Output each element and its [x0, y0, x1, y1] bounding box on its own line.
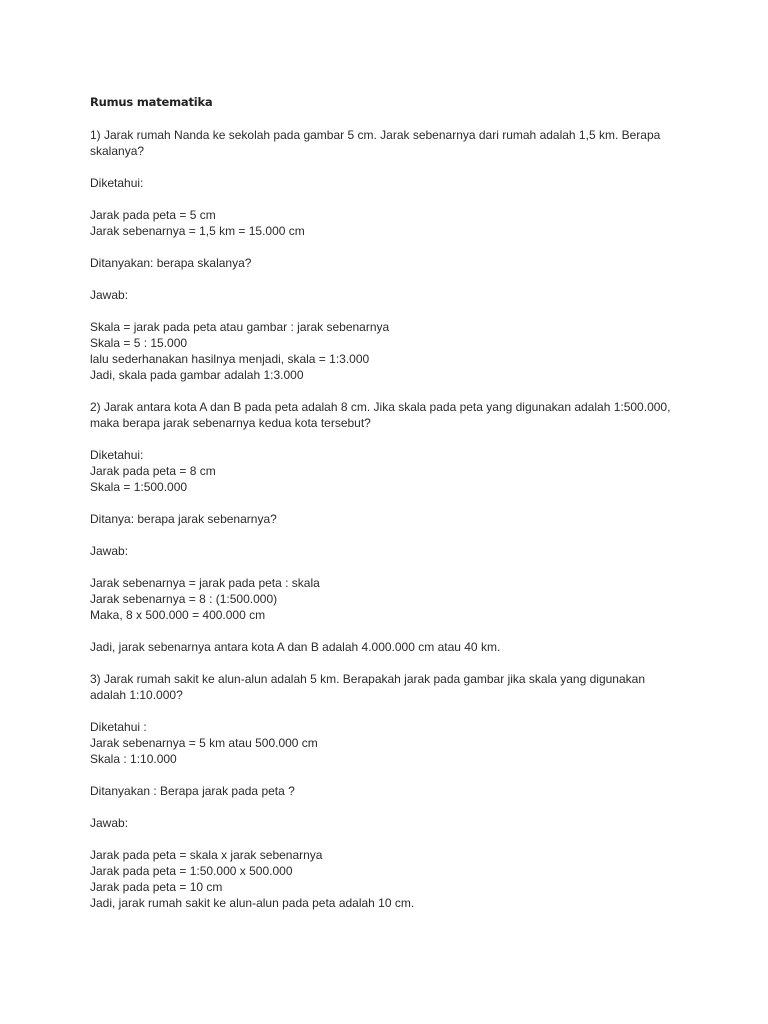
document-title: Rumus matematika [90, 95, 213, 109]
text-line: Jarak sebenarnya = 1,5 km = 15.000 cm [90, 224, 305, 238]
text-line: Jarak pada peta = 5 cm [90, 208, 216, 222]
text-line: Skala : 1:10.000 [90, 752, 177, 766]
paragraph [90, 543, 690, 559]
text-line: Diketahui : [90, 720, 147, 734]
text-line: Diketahui: [90, 176, 144, 190]
text-line: Jarak pada peta = 1:50.000 x 500.000 [90, 864, 293, 878]
text-line: Jadi, jarak sebenarnya antara kota A dan B adalah 4.000.000 cm atau 40 km. [90, 640, 501, 654]
text-line: Jarak pada peta = 8 cm [90, 464, 216, 478]
text-line: Jarak sebenarnya = jarak pada peta : skala [90, 576, 320, 590]
text-line: Jarak pada peta = skala x jarak sebenarnya [90, 848, 323, 862]
paragraph [90, 399, 690, 431]
paragraph [90, 207, 690, 239]
paragraph [90, 127, 690, 159]
text-line: Jarak pada peta = 10 cm [90, 880, 223, 894]
text-line: Jarak sebenarnya = 8 : (1:500.000) [90, 592, 278, 606]
text-line: Skala = 5 : 15.000 [90, 336, 188, 350]
text-line: Maka, 8 x 500.000 = 400.000 cm [90, 608, 266, 622]
text-line: 3) Jarak rumah sakit ke alun-alun adalah 5 km. Berapakah jarak pada gambar jika skala yang digunakan [90, 672, 645, 686]
text-line: 2) Jarak antara kota A dan B pada peta adalah 8 cm. Jika skala pada peta yang digunakan adalah 1:500.000, [90, 400, 671, 414]
document-page [90, 94, 690, 927]
text-line: Diketahui: [90, 448, 144, 462]
text-line: skalanya? [90, 144, 145, 158]
paragraph [90, 719, 690, 767]
paragraph [90, 511, 690, 527]
paragraph [90, 671, 690, 703]
paragraph [90, 783, 690, 799]
text-line: Skala = 1:500.000 [90, 480, 188, 494]
paragraph [90, 815, 690, 831]
text-line: Skala = jarak pada peta atau gambar : jarak sebenarnya [90, 320, 390, 334]
paragraph [90, 287, 690, 303]
paragraph [90, 639, 690, 655]
document-body [90, 127, 690, 911]
paragraph [90, 447, 690, 495]
paragraph [90, 175, 690, 191]
text-line: adalah 1:10.000? [90, 688, 183, 702]
text-line: Jawab: [90, 288, 129, 302]
paragraph [90, 319, 690, 383]
text-line: Jawab: [90, 816, 129, 830]
text-line: Ditanyakan : Berapa jarak pada peta ? [90, 784, 295, 798]
text-line: 1) Jarak rumah Nanda ke sekolah pada gambar 5 cm. Jarak sebenarnya dari rumah adalah 1,5 km. Berapa [90, 128, 661, 142]
text-line: Jawab: [90, 544, 129, 558]
text-line: Jadi, skala pada gambar adalah 1:3.000 [90, 368, 304, 382]
text-line: lalu sederhanakan hasilnya menjadi, skala = 1:3.000 [90, 352, 370, 366]
paragraph [90, 847, 690, 911]
text-line: Jadi, jarak rumah sakit ke alun-alun pada peta adalah 10 cm. [90, 896, 415, 910]
paragraph [90, 575, 690, 623]
text-line: Jarak sebenarnya = 5 km atau 500.000 cm [90, 736, 318, 750]
text-line: Ditanyakan: berapa skalanya? [90, 256, 252, 270]
paragraph [90, 255, 690, 271]
text-line: maka berapa jarak sebenarnya kedua kota tersebut? [90, 416, 371, 430]
text-line: Ditanya: berapa jarak sebenarnya? [90, 512, 277, 526]
